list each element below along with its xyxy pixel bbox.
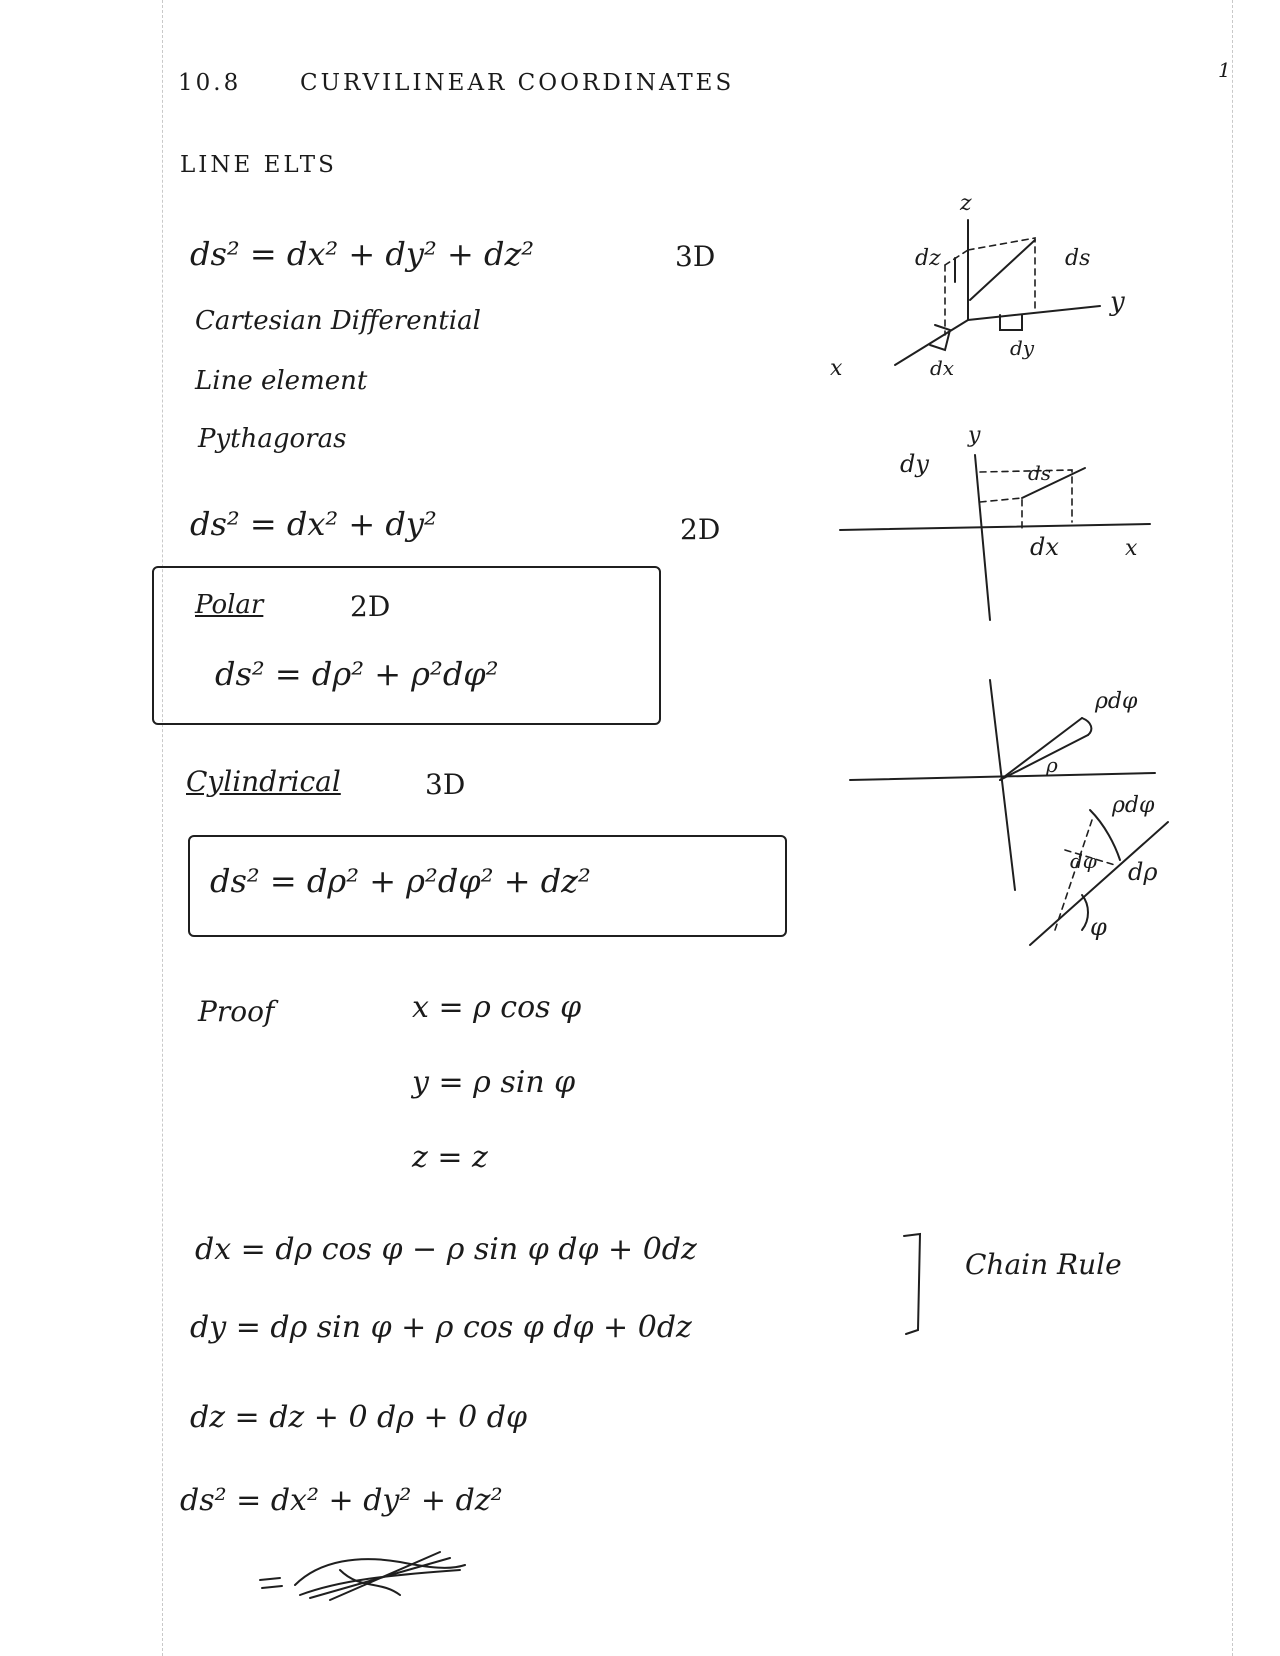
polar-tag: 2D (350, 590, 391, 623)
2d-dy-label: dy (900, 450, 929, 478)
proof-y: y = ρ sin φ (412, 1065, 576, 1100)
dx-expansion: dx = dρ cos φ − ρ sin φ dφ + 0dz (195, 1232, 697, 1267)
page-title: CURVILINEAR COORDINATES (300, 70, 735, 96)
polar-detail-phi-label: φ (1090, 913, 1107, 941)
cylindrical-label: Cylindrical (186, 765, 341, 798)
note-cartesian: Cartesian Differential (195, 306, 481, 336)
2d-axis-x: x (1125, 536, 1138, 561)
note-pythagoras: Pythagoras (198, 424, 347, 454)
polar-label: Polar (195, 590, 264, 620)
polar-diagram (850, 680, 1180, 980)
chain-rule-bracket (900, 1230, 930, 1340)
polar-detail-dphi-label: dφ (1070, 849, 1097, 873)
cartesian-2d-diagram (840, 420, 1170, 620)
cylindrical-equation: ds² = dρ² + ρ²dφ² + dz² (210, 862, 591, 900)
polar-wedge-radius-label: ρ (1046, 753, 1058, 777)
polar-detail-drho-label: dρ (1128, 858, 1158, 886)
dy-expansion: dy = dρ sin φ + ρ cos φ dφ + 0dz (190, 1310, 692, 1345)
polar-equation: ds² = dρ² + ρ²dφ² (215, 655, 499, 693)
cartesian-2d-tag: 2D (680, 513, 721, 546)
section-number: 10.8 (178, 70, 242, 96)
3d-ds-label: ds (1065, 246, 1091, 271)
polar-wedge-arc-label: ρdφ (1095, 689, 1138, 714)
3d-dz-label: dz (915, 246, 941, 271)
3d-axis-z: z (960, 191, 972, 216)
proof-z: z = z (412, 1140, 488, 1175)
3d-axis-y: y (1110, 287, 1125, 317)
cartesian-3d-diagram (830, 190, 1150, 400)
chain-rule-label: Chain Rule (965, 1248, 1122, 1281)
2d-axis-y: y (968, 423, 981, 448)
left-margin-rule (162, 0, 163, 1656)
cartesian-3d-tag: 3D (675, 240, 716, 273)
3d-dx-label: dx (930, 356, 955, 380)
right-margin-rule (1232, 0, 1233, 1656)
polar-detail-arc-label: ρdφ (1112, 793, 1155, 818)
line-elts-heading: LINE ELTS (180, 152, 337, 178)
cylindrical-tag: 3D (425, 768, 466, 801)
3d-axis-x: x (830, 356, 843, 381)
proof-x: x = ρ cos φ (412, 990, 582, 1025)
3d-dy-label: dy (1010, 336, 1035, 360)
cartesian-2d-equation: ds² = dx² + dy² (190, 505, 437, 543)
ds-sum: ds² = dx² + dy² + dz² (180, 1483, 503, 1518)
page-number: 1 (1218, 58, 1231, 82)
note-line-element: Line element (195, 366, 368, 396)
proof-label: Proof (198, 995, 275, 1028)
cartesian-3d-equation: ds² = dx² + dy² + dz² (190, 235, 535, 273)
2d-dx-label: dx (1030, 533, 1059, 561)
crossed-out-scribble (250, 1540, 480, 1610)
dz-expansion: dz = dz + 0 dρ + 0 dφ (190, 1400, 527, 1435)
2d-ds-label: ds (1028, 461, 1052, 485)
